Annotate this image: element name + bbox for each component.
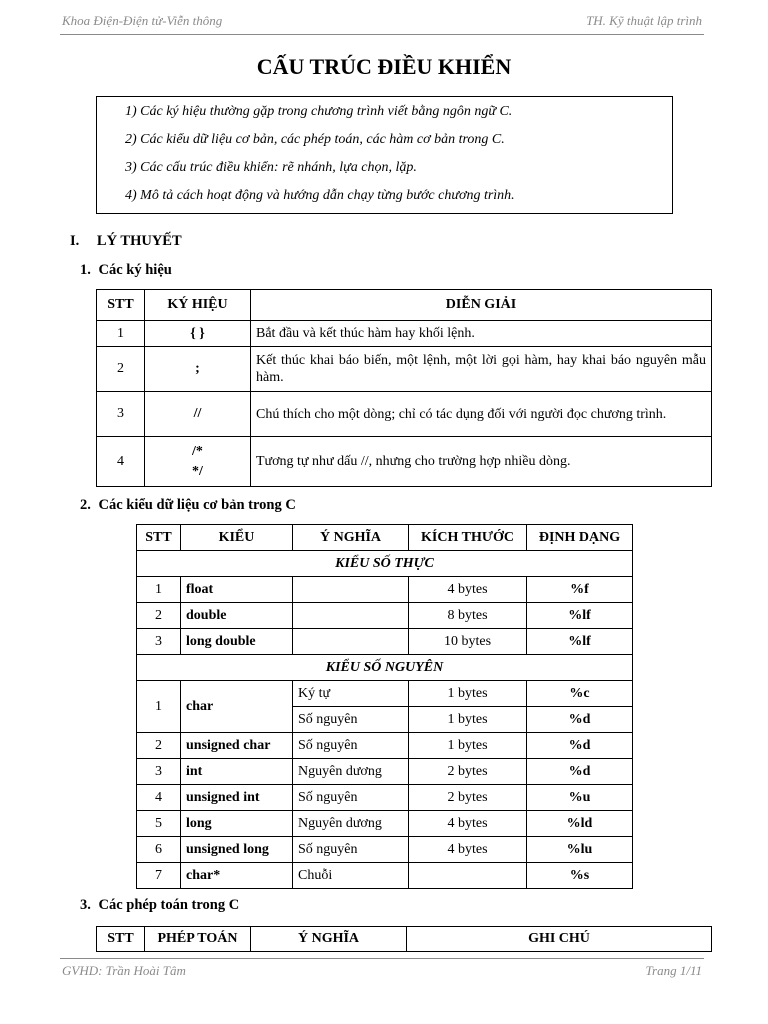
table-cell: double	[181, 603, 293, 629]
table-cell: 8 bytes	[409, 603, 527, 629]
table-cell: 1 bytes	[409, 707, 527, 733]
subsection-title: Các phép toán trong C	[98, 897, 240, 913]
table-cell: Chuỗi	[293, 863, 409, 889]
subsection-number: 1.	[80, 262, 91, 278]
table-cell: long double	[181, 629, 293, 655]
table-cell: 7	[137, 863, 181, 889]
table-header: DIỄN GIẢI	[251, 290, 712, 321]
table-cell: float	[181, 577, 293, 603]
table-header: KÝ HIỆU	[145, 290, 251, 321]
table-header: GHI CHÚ	[407, 927, 712, 952]
table-cell: Số nguyên	[293, 707, 409, 733]
table-cell: Chú thích cho một dòng; chỉ có tác dụng đối với người đọc chương trình.	[251, 392, 712, 437]
table-cell: Số nguyên	[293, 733, 409, 759]
group-label-integer: KIỂU SỐ NGUYÊN	[137, 655, 633, 681]
table-cell: Nguyên dương	[293, 759, 409, 785]
table-header: KÍCH THƯỚC	[409, 525, 527, 551]
section-number: I.	[70, 233, 80, 249]
table-cell: 4 bytes	[409, 577, 527, 603]
table-cell: 1 bytes	[409, 733, 527, 759]
table-row	[137, 811, 633, 837]
table-header: STT	[97, 927, 145, 952]
table-cell: %s	[527, 863, 633, 889]
subsection-title: Các kiểu dữ liệu cơ bản trong C	[98, 497, 296, 513]
table-row	[97, 321, 712, 347]
objective-item: 4) Mô tả cách hoạt động và hướng dẫn chạy từng bước chương trình.	[125, 188, 515, 203]
table-row	[137, 577, 633, 603]
table-cell: 10 bytes	[409, 629, 527, 655]
table-cell	[293, 629, 409, 655]
subsection-heading	[80, 497, 296, 514]
table-row	[137, 629, 633, 655]
table-row	[137, 837, 633, 863]
table-header: KIỂU	[181, 525, 293, 551]
table-cell: char	[181, 681, 293, 733]
subsection-title: Các ký hiệu	[98, 262, 172, 278]
table-cell: %u	[527, 785, 633, 811]
symbols-table	[96, 289, 712, 487]
table-cell: %d	[527, 707, 633, 733]
table-cell: //	[145, 392, 251, 437]
table-cell: char*	[181, 863, 293, 889]
symbol-open: /*	[192, 443, 203, 459]
table-cell: %c	[527, 681, 633, 707]
table-cell: long	[181, 811, 293, 837]
table-cell: %lu	[527, 837, 633, 863]
table-cell: %d	[527, 733, 633, 759]
table-cell: 3	[97, 392, 145, 437]
table-cell: Số nguyên	[293, 785, 409, 811]
table-row	[137, 863, 633, 889]
table-cell: %f	[527, 577, 633, 603]
objective-item: 2) Các kiểu dữ liệu cơ bản, các phép toán, các hàm cơ bản trong C.	[125, 132, 505, 147]
table-cell: unsigned char	[181, 733, 293, 759]
subsection-number: 3.	[80, 897, 91, 913]
table-row	[137, 681, 633, 707]
subsection-heading	[80, 897, 239, 914]
table-cell: Kết thúc khai báo biến, một lệnh, một lời gọi hàm, hay khai báo nguyên mẫu hàm.	[251, 347, 712, 392]
table-row	[137, 785, 633, 811]
header-course: TH. Kỹ thuật lập trình	[586, 13, 702, 28]
table-cell: 2 bytes	[409, 785, 527, 811]
subsection-heading	[80, 262, 172, 279]
group-label-real: KIỂU SỐ THỰC	[137, 551, 633, 577]
table-cell: 3	[137, 759, 181, 785]
table-cell: { }	[145, 321, 251, 347]
table-cell: Bắt đầu và kết thúc hàm hay khối lệnh.	[251, 321, 712, 347]
footer-page-number: Trang 1/11	[645, 963, 702, 978]
table-cell	[293, 603, 409, 629]
table-cell: int	[181, 759, 293, 785]
table-cell: 6	[137, 837, 181, 863]
table-cell: 4 bytes	[409, 811, 527, 837]
table-row	[137, 733, 633, 759]
table-header: STT	[137, 525, 181, 551]
table-cell: 2	[97, 347, 145, 392]
footer-instructor: GVHD: Trần Hoài Tâm	[62, 963, 186, 978]
table-cell: %lf	[527, 629, 633, 655]
table-cell: 2	[137, 603, 181, 629]
table-row	[97, 392, 712, 437]
table-row	[97, 347, 712, 392]
table-cell: 1	[97, 321, 145, 347]
table-cell	[409, 863, 527, 889]
table-cell: %d	[527, 759, 633, 785]
table-header: Ý NGHĨA	[293, 525, 409, 551]
table-cell: unsigned int	[181, 785, 293, 811]
table-header: ĐỊNH DẠNG	[527, 525, 633, 551]
table-cell	[293, 577, 409, 603]
table-cell: 4	[97, 437, 145, 487]
table-cell: unsigned long	[181, 837, 293, 863]
table-cell: Số nguyên	[293, 837, 409, 863]
table-cell: 2	[137, 733, 181, 759]
table-cell: 4	[137, 785, 181, 811]
subsection-number: 2.	[80, 497, 91, 513]
section-title: LÝ THUYẾT	[96, 233, 182, 249]
table-header: STT	[97, 290, 145, 321]
symbol-close: */	[192, 463, 203, 479]
table-cell: 1	[137, 681, 181, 733]
data-types-table	[136, 524, 633, 889]
objective-item: 3) Các cấu trúc điều khiển: rẽ nhánh, lựa chọn, lặp.	[125, 160, 417, 175]
objectives-box	[96, 96, 673, 214]
table-cell: %ld	[527, 811, 633, 837]
table-cell: Tương tự như dấu //, nhưng cho trường hợp nhiều dòng.	[251, 437, 712, 487]
table-header: Ý NGHĨA	[251, 927, 407, 952]
table-row	[97, 437, 712, 487]
header-rule	[60, 34, 704, 35]
footer-rule	[60, 958, 704, 959]
table-cell: Ký tự	[293, 681, 409, 707]
table-cell: 1 bytes	[409, 681, 527, 707]
table-cell: ;	[145, 347, 251, 392]
table-cell: 1	[137, 577, 181, 603]
table-row	[137, 603, 633, 629]
header-department: Khoa Điện-Điện tử-Viễn thông	[62, 13, 223, 28]
page-title: CẤU TRÚC ĐIỀU KHIỂN	[256, 54, 512, 79]
operators-table	[96, 926, 712, 952]
table-cell: %lf	[527, 603, 633, 629]
table-row	[137, 759, 633, 785]
table-cell: 4 bytes	[409, 837, 527, 863]
table-cell: 5	[137, 811, 181, 837]
table-header: PHÉP TOÁN	[145, 927, 251, 952]
table-cell: 3	[137, 629, 181, 655]
table-cell: Nguyên dương	[293, 811, 409, 837]
table-cell	[145, 437, 251, 487]
section-heading	[70, 233, 182, 250]
table-cell: 2 bytes	[409, 759, 527, 785]
objective-item: 1) Các ký hiệu thường gặp trong chương trình viết bằng ngôn ngữ C.	[125, 104, 513, 119]
